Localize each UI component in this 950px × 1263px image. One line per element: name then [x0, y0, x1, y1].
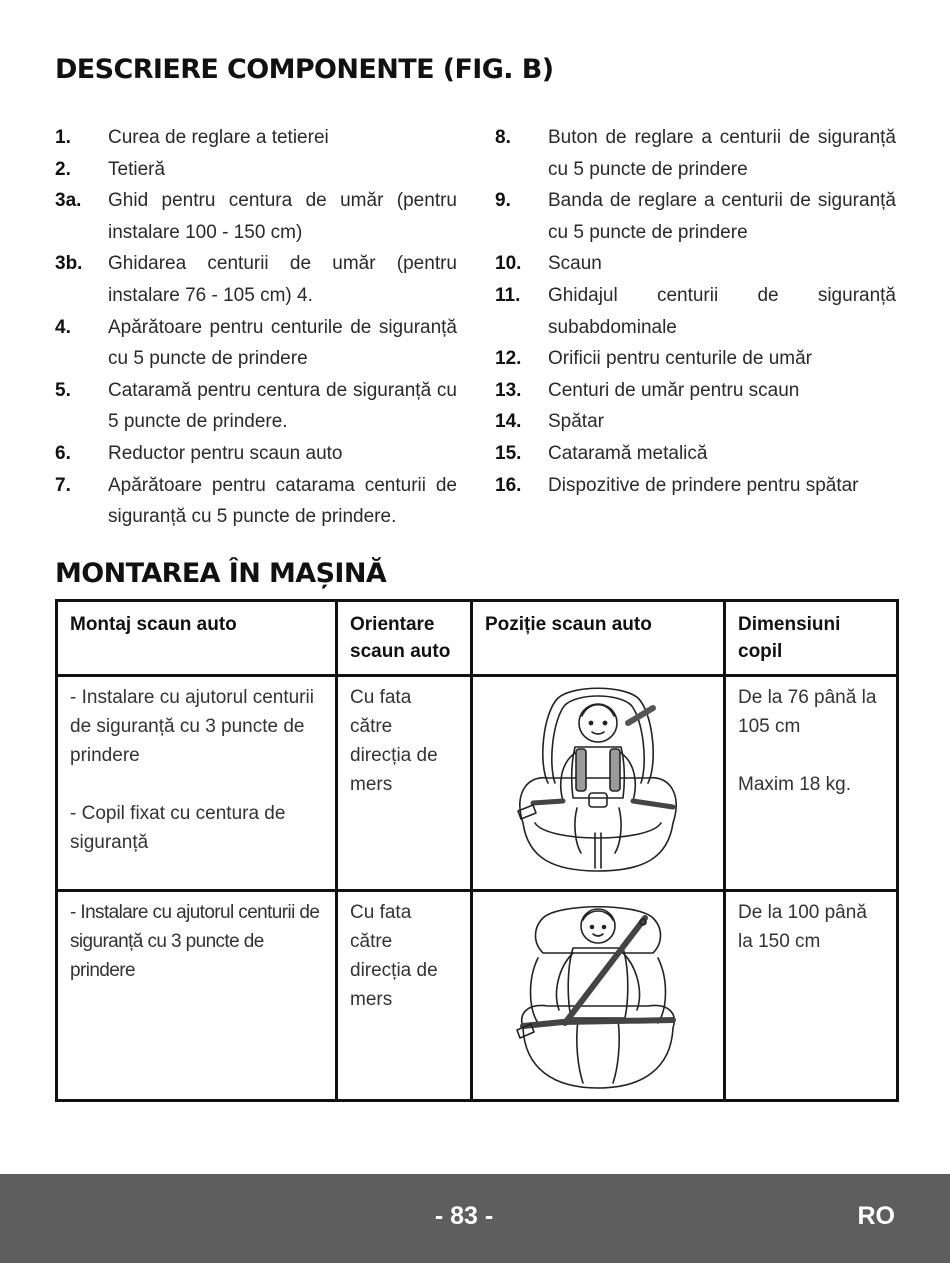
position-cell: [472, 891, 725, 1101]
mount-cell: [57, 676, 337, 891]
size-text: De la 76 până la 105 cm: [738, 687, 877, 737]
item-text: Dispozitive de prindere pentru spătar: [548, 474, 859, 496]
components-list-right: [495, 122, 896, 501]
item-text: Ghidarea centurii de umăr (pentru instalare 76 - 105 cm) 4.: [108, 253, 457, 306]
components-list-left: [55, 122, 457, 533]
item-number: 3a.: [55, 190, 82, 212]
item-text: Ghidajul centurii de siguranță subabdominale: [548, 284, 896, 338]
list-item: [55, 122, 457, 154]
item-number: 15.: [495, 442, 522, 464]
weight-text: Maxim 18 kg.: [738, 774, 851, 795]
item-number: 5.: [55, 379, 71, 401]
table-row: [57, 891, 898, 1101]
list-item: [55, 185, 457, 248]
mount-cell: [57, 891, 337, 1101]
item-number: 4.: [55, 316, 71, 338]
size-text: De la 100 până la 150 cm: [738, 902, 867, 952]
item-number: 3b.: [55, 253, 83, 275]
list-item: [495, 375, 896, 407]
item-number: 16.: [495, 474, 522, 496]
column-header-orientation: Orientare scaun auto: [337, 601, 472, 676]
section-title-components: DESCRIERE COMPONENTE (FIG. B): [55, 54, 554, 85]
orientation-cell: Cu fata către direcția de mers: [337, 676, 472, 891]
item-number: 1.: [55, 127, 71, 148]
mount-text: - Instalare cu ajutorul centurii de siguranță cu 3 puncte de prindere: [70, 902, 320, 981]
list-item: [495, 185, 896, 248]
item-text: Spătar: [548, 411, 604, 433]
list-item: [495, 248, 896, 280]
list-item: [55, 438, 457, 470]
item-text: Orificii pentru centurile de umăr: [548, 348, 812, 370]
list-item: [495, 343, 896, 375]
orientation-cell: Cu fata către direcția de mers: [337, 891, 472, 1101]
item-number: 6.: [55, 442, 71, 464]
item-text: Apărătoare pentru centurile de siguranță cu 5 puncte de prindere: [108, 316, 457, 370]
list-item: [495, 122, 896, 185]
list-item: [55, 470, 457, 533]
mount-text: - Instalare cu ajutorul centurii de siguranță cu 3 puncte de prindere: [70, 687, 314, 766]
list-item: [55, 154, 457, 186]
item-number: 2.: [55, 158, 71, 180]
item-text: Banda de reglare a centurii de siguranță cu 5 puncte de prindere: [548, 190, 896, 243]
item-number: 7.: [55, 474, 71, 496]
page-footer: [0, 1174, 950, 1263]
item-number: 13.: [495, 379, 522, 401]
page-number: - 83 -: [434, 1202, 494, 1230]
item-text: Ghid pentru centura de umăr (pentru instalare 100 - 150 cm): [108, 190, 457, 243]
item-text: Cataramă pentru centura de siguranță cu 5 puncte de prindere.: [108, 379, 457, 433]
item-text: Centuri de umăr pentru scaun: [548, 379, 800, 401]
list-item: [495, 280, 896, 343]
language-label: RO: [857, 1202, 895, 1230]
installation-table: [55, 599, 899, 1102]
list-item: [55, 375, 457, 438]
list-item: [495, 470, 896, 502]
column-header-mount: Montaj scaun auto: [57, 601, 337, 676]
mount-text: - Copil fixat cu centura de siguranță: [70, 803, 286, 853]
item-number: 10.: [495, 253, 522, 275]
column-header-child-size: Dimensiuni copil: [725, 601, 898, 676]
child-size-cell: [725, 676, 898, 891]
item-text: Curea de reglare a tetierei: [108, 127, 329, 148]
position-cell: [472, 676, 725, 891]
list-item: [495, 438, 896, 470]
item-number: 9.: [495, 190, 511, 212]
child-size-cell: [725, 891, 898, 1101]
child-seat-harness-illustration: [503, 683, 693, 878]
item-text: Apărătoare pentru catarama centurii de siguranță cu 5 puncte de prindere.: [108, 474, 457, 528]
table-row: [57, 676, 898, 891]
list-item: [55, 248, 457, 311]
item-text: Reductor pentru scaun auto: [108, 442, 343, 464]
item-number: 8.: [495, 127, 511, 148]
item-text: Tetieră: [108, 158, 166, 180]
item-number: 12.: [495, 348, 522, 370]
item-text: Buton de reglare a centurii de siguranță cu 5 puncte de prindere: [548, 127, 896, 180]
item-text: Scaun: [548, 253, 602, 275]
item-number: 11.: [495, 284, 521, 306]
child-seat-belt-illustration: [503, 898, 693, 1093]
item-text: Cataramă metalică: [548, 442, 708, 464]
list-item: [495, 406, 896, 438]
table-header-row: [57, 601, 898, 676]
section-title-installation: MONTAREA ÎN MAȘINĂ: [55, 558, 387, 589]
column-header-position: Poziție scaun auto: [472, 601, 725, 676]
item-number: 14.: [495, 411, 522, 433]
list-item: [55, 312, 457, 375]
